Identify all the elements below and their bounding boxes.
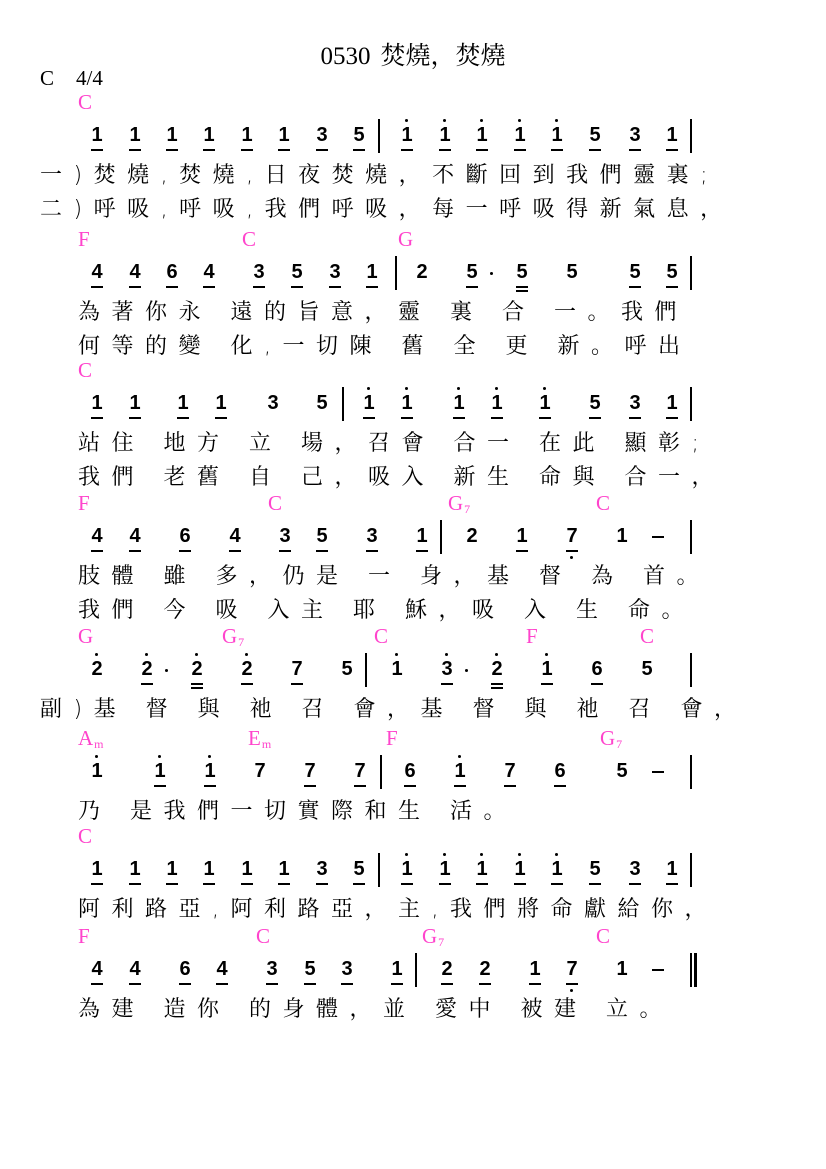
note: 4 <box>228 526 242 546</box>
note: 1 <box>390 959 404 979</box>
note: 1 <box>515 526 529 546</box>
note: 5 <box>588 125 602 145</box>
barline <box>690 119 692 153</box>
note: 2 <box>140 659 154 679</box>
note: 1 <box>438 859 452 879</box>
lyric-line: 一)焚燒,焚燒,日夜焚燒，不斷回到我們靈裏; <box>40 163 719 188</box>
note: 2 <box>440 959 454 979</box>
note: 1 <box>90 761 104 781</box>
note: 1 <box>665 125 679 145</box>
note: 5 <box>315 526 329 546</box>
song-name: 焚燒，焚燒 <box>380 43 506 70</box>
barline <box>395 256 397 290</box>
note: 4 <box>90 959 104 979</box>
lyric-line: 為著你永 遠的旨意，靈 裏 合 一。我們 <box>78 300 688 325</box>
chord-symbol: C <box>256 924 271 948</box>
note: 1 <box>400 125 414 145</box>
sustain-dash <box>652 771 664 773</box>
chord-symbol: F <box>386 726 398 750</box>
note: 1 <box>277 125 291 145</box>
note: 1 <box>665 393 679 413</box>
chord-symbol: $G_7$ <box>422 924 445 949</box>
note: 1 <box>277 859 291 879</box>
note: 1 <box>400 859 414 879</box>
note: 2 <box>466 525 478 547</box>
note: 3 <box>628 393 642 413</box>
note: 1 <box>365 262 379 282</box>
note: 6 <box>590 659 604 679</box>
note: 1 <box>90 859 104 879</box>
lyric-line: 阿利路亞,阿利路亞，主,我們將命獻給你， <box>78 897 718 922</box>
note: 5 <box>316 392 328 414</box>
chord-symbol: F <box>78 924 90 948</box>
barline <box>380 755 382 789</box>
barline <box>415 953 417 987</box>
note: 6 <box>178 526 192 546</box>
note: 2 <box>416 261 428 283</box>
note: 3 <box>252 262 266 282</box>
note: 2 <box>478 959 492 979</box>
barline <box>378 119 380 153</box>
note: 1 <box>452 393 466 413</box>
note: 1 <box>153 761 167 781</box>
chord-symbol: C <box>242 227 257 251</box>
note: 1 <box>453 761 467 781</box>
chord-symbol: G <box>78 624 94 648</box>
barline <box>690 853 692 887</box>
note: 6 <box>553 761 567 781</box>
chord-symbol: $G_7$ <box>222 624 245 649</box>
note: 3 <box>628 125 642 145</box>
note: 7 <box>303 761 317 781</box>
chord-symbol: $G_7$ <box>600 726 623 751</box>
song-title <box>0 36 826 72</box>
chord-symbol: F <box>526 624 538 648</box>
note: 1 <box>202 859 216 879</box>
note: 3 <box>328 262 342 282</box>
chord-symbol: F <box>78 227 90 251</box>
lyric-line: 何等的變 化,一切陳 舊 全 更 新。呼出 <box>78 334 692 359</box>
lyric-line: 為建 造你 的身體，並 愛中 被建 立。 <box>78 997 673 1022</box>
note: 1 <box>616 958 628 980</box>
barline <box>690 755 692 789</box>
note: 1 <box>214 393 228 413</box>
note: 3 <box>278 526 292 546</box>
note: 5 <box>352 125 366 145</box>
note: 3 <box>440 659 454 679</box>
note: 4 <box>128 959 142 979</box>
key-time-signature <box>40 66 103 91</box>
note: 3 <box>315 859 329 879</box>
note: 1 <box>550 125 564 145</box>
note: 2 <box>190 659 204 679</box>
time-signature: 4/4 <box>76 66 103 90</box>
key-signature: C <box>40 66 55 90</box>
barline <box>365 653 367 687</box>
note: 3 <box>315 125 329 145</box>
note: 4 <box>90 262 104 282</box>
lyric-line: 站住 地方 立 場，召會 合一 在此 顯彰; <box>78 431 711 456</box>
sustain-dash <box>652 969 664 971</box>
augmentation-dot <box>165 669 168 672</box>
note: 1 <box>665 859 679 879</box>
note: 1 <box>550 859 564 879</box>
note: 7 <box>353 761 367 781</box>
note: 5 <box>588 859 602 879</box>
note: 1 <box>128 393 142 413</box>
lyric-line: 我們 老舊 自 己，吸入 新生 命與 合一， <box>78 465 725 490</box>
chord-symbol: $G_7$ <box>448 491 471 516</box>
augmentation-dot <box>490 272 493 275</box>
note: 1 <box>538 393 552 413</box>
note: 5 <box>465 262 479 282</box>
note: 1 <box>90 393 104 413</box>
note: 4 <box>128 262 142 282</box>
note: 6 <box>178 959 192 979</box>
lyric-line: 副)基 督 與 祂 召 會，基 督 與 祂 召 會， <box>40 697 748 722</box>
note: 1 <box>540 659 554 679</box>
note: 2 <box>240 659 254 679</box>
note: 4 <box>215 959 229 979</box>
chord-symbol: C <box>374 624 389 648</box>
note: 1 <box>390 659 404 679</box>
augmentation-dot <box>465 669 468 672</box>
note: 1 <box>90 125 104 145</box>
chord-symbol: C <box>78 90 93 114</box>
note: 3 <box>628 859 642 879</box>
chord-symbol: F <box>78 491 90 515</box>
note: 3 <box>365 526 379 546</box>
note: 1 <box>400 393 414 413</box>
chord-symbol: $E_m$ <box>248 726 272 751</box>
note: 1 <box>475 859 489 879</box>
note: 6 <box>403 761 417 781</box>
final-barline <box>690 953 697 987</box>
note: 5 <box>566 261 578 283</box>
note: 5 <box>352 859 366 879</box>
note: 1 <box>475 125 489 145</box>
note: 5 <box>341 658 353 680</box>
chord-symbol: C <box>596 924 611 948</box>
chord-symbol: C <box>78 824 93 848</box>
barline <box>690 387 692 421</box>
note: 1 <box>128 125 142 145</box>
barline <box>378 853 380 887</box>
sustain-dash <box>652 536 664 538</box>
note: 7 <box>254 760 266 782</box>
note: 1 <box>616 525 628 547</box>
note: 1 <box>128 859 142 879</box>
note: 5 <box>303 959 317 979</box>
lyric-line: 我們 今 吸 入主 耶 穌，吸 入 生 命。 <box>78 598 695 623</box>
chord-symbol: G <box>398 227 414 251</box>
note: 1 <box>165 859 179 879</box>
note: 7 <box>290 659 304 679</box>
chord-symbol: C <box>268 491 283 515</box>
note: 7 <box>565 959 579 979</box>
note: 1 <box>240 859 254 879</box>
note: 5 <box>588 393 602 413</box>
note: 5 <box>641 658 653 680</box>
note: 2 <box>490 659 504 679</box>
lyric-line: 乃 是我們一切實際和生 活。 <box>78 799 517 824</box>
note: 1 <box>513 125 527 145</box>
note: 1 <box>490 393 504 413</box>
note: 1 <box>528 959 542 979</box>
note: 5 <box>515 262 529 282</box>
note: 7 <box>565 526 579 546</box>
note: 1 <box>415 526 429 546</box>
note: 4 <box>90 526 104 546</box>
barline <box>440 520 442 554</box>
note: 1 <box>240 125 254 145</box>
note: 4 <box>128 526 142 546</box>
note: 7 <box>503 761 517 781</box>
note: 5 <box>665 262 679 282</box>
note: 5 <box>628 262 642 282</box>
note: 5 <box>616 760 628 782</box>
chord-symbol: C <box>78 358 93 382</box>
barline <box>690 653 692 687</box>
note: 3 <box>267 392 279 414</box>
note: 1 <box>165 125 179 145</box>
chord-symbol: C <box>596 491 611 515</box>
note: 1 <box>513 859 527 879</box>
note: 5 <box>290 262 304 282</box>
note: 3 <box>265 959 279 979</box>
note: 2 <box>90 659 104 679</box>
lyric-line: 肢體 雖 多，仍是 一 身，基 督 為 首。 <box>78 564 710 589</box>
note: 3 <box>340 959 354 979</box>
note: 6 <box>165 262 179 282</box>
song-number: 0530 <box>320 43 371 70</box>
note: 1 <box>202 125 216 145</box>
lyric-line: 二)呼吸,呼吸,我們呼吸，每一呼吸得新氣息， <box>40 197 734 222</box>
note: 1 <box>362 393 376 413</box>
note: 1 <box>438 125 452 145</box>
note: 4 <box>202 262 216 282</box>
chord-symbol: $A_m$ <box>78 726 104 751</box>
barline <box>690 256 692 290</box>
note: 1 <box>203 761 217 781</box>
note: 1 <box>176 393 190 413</box>
barline <box>342 387 344 421</box>
barline <box>690 520 692 554</box>
chord-symbol: C <box>640 624 655 648</box>
